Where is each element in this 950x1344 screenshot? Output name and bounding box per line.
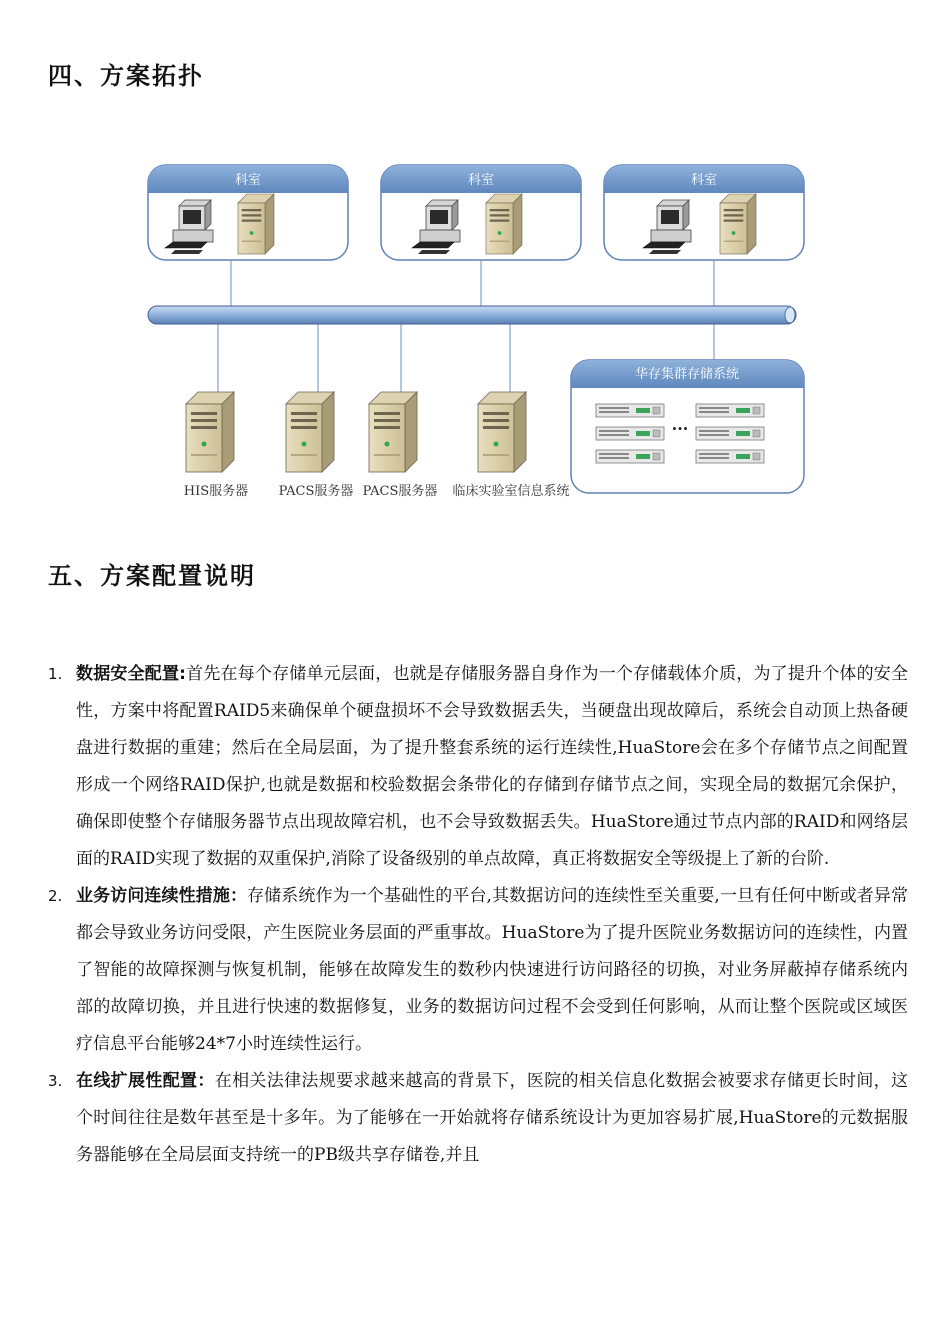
department-label: 科室 [234,173,262,188]
section-4-heading: 四、方案拓扑 [48,62,204,90]
config-list [48,656,908,1174]
topology-diagram [140,160,820,505]
item-lead: 业务访问连续性措施： [76,886,248,906]
server-icon [486,194,522,254]
server-icon [238,194,274,254]
item-body: 首先在每个存储单元层面，也就是存储服务器自身作为一个存储载体介质，为了提升个体的安全性，方案中将配置RAID5来确保单个硬盘损坏不会导致数据丢失，当硬盘出现故障后，系统会自动顶上热备硬盘进行数据的重建；然后在全局层面，为了提升整套系统的运行连续性,HuaStore会在多个存储节点之间配置形成一个网络RAID保护,也就是数据和校验数据会条带化的存储到存储节点之间，实现全局的数据冗余保护，确保即使整个存储服务器节点出现故障宕机，也不会导致数据丢失。HuaStore通过节点内部的RAID和网络层面的RAID实现了数据的双重保护,消除了设备级别的单点故障，真正将数据安全等级提上了新的台阶. [76,664,908,869]
storage-node-icon [696,450,764,463]
server-label-pacs: PACS服务器 [278,484,354,499]
pacs-server-icon [369,392,417,472]
his-server-icon [186,392,234,472]
list-number: 2. [48,887,63,905]
item-body: 存储系统作为一个基础性的平台,其数据访问的连续性至关重要,一旦有任何中断或者异常都会导致业务访问受限，产生医院业务层面的严重事故。HuaStore为了提升医院业务数据访问的连续性，内置了智能的故障探测与恢复机制，能够在故障发生的数秒内快速进行访问路径的切换，对业务屏蔽掉存储系统内部的故障切换，并且进行快速的数据修复，业务的数据访问过程不会受到任何影响，从而让整个医院或区域医疗信息平台能够24*7小时连续性运行。 [76,886,908,1054]
list-item [48,1063,908,1174]
department-box-3 [604,165,804,260]
section-5-heading: 五、方案配置说明 [48,562,256,590]
lis-server-icon [478,392,526,472]
department-label: 科室 [467,173,495,188]
storage-node-icon [596,427,664,440]
server-label-his: HIS服务器 [183,484,249,499]
item-lead: 数据安全配置: [76,664,186,684]
department-box-1 [148,165,348,260]
storage-node-icon [596,404,664,417]
list-item [48,656,908,878]
server-label-lis: 临床实验室信息系统 [452,484,570,499]
storage-cluster-box [571,360,804,493]
department-box-2 [381,165,581,260]
storage-node-icon [696,427,764,440]
server-label-pacs-2: PACS服务器 [362,484,438,499]
storage-node-icon [596,450,664,463]
server-icon [720,194,756,254]
cluster-label: 华存集群存储系统 [634,367,740,382]
cluster-ellipsis: ··· [671,419,689,438]
pacs-server-icon [286,392,334,472]
storage-node-icon [696,404,764,417]
list-number: 3. [48,1072,63,1090]
item-lead: 在线扩展性配置： [76,1071,215,1091]
network-bus [148,306,796,324]
item-body: 在相关法律法规要求越来越高的背景下，医院的相关信息化数据会被要求存储更长时间，这个时间往往是数年甚至是十多年。为了能够在一开始就将存储系统设计为更加容易扩展,HuaStore的元数据服务器能够在全局层面支持统一的PB级共享存储卷,并且 [76,1071,909,1165]
department-label: 科室 [690,173,718,188]
list-item [48,878,908,1063]
list-number: 1. [48,665,63,683]
